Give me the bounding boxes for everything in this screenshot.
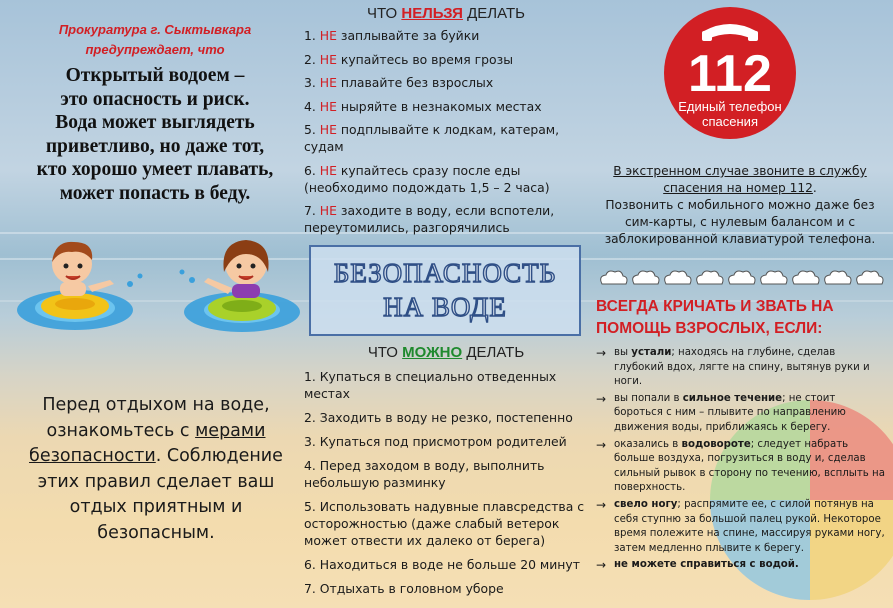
- always-line-2: ПОМОЩЬ ВЗРОСЛЫХ, ЕСЛИ:: [596, 320, 823, 337]
- title-part: ЧТО: [367, 5, 402, 22]
- prosecutor-line-1: Прокуратура г. Сыктывкара: [58, 22, 252, 37]
- lead-text: [10, 64, 300, 205]
- item-ne: НЕ: [319, 28, 337, 43]
- item-ne: НЕ: [319, 51, 337, 67]
- help-cases-list: [596, 346, 886, 575]
- case-bold: свело ногу: [614, 498, 678, 510]
- arrow-right-icon: →: [596, 391, 607, 406]
- badge-line-1: Единый телефон: [678, 99, 782, 114]
- lead-line: приветливо, но даже тот,: [45, 135, 265, 157]
- help-case: [596, 346, 886, 390]
- list-item: 2. Заходить в воду не резко, постепенно: [304, 410, 573, 425]
- case-pre: вы: [614, 347, 632, 358]
- emergency-period: .: [812, 181, 817, 195]
- item-ne: НЕ: [319, 98, 337, 114]
- case-post: ; следует набрать больше воздуха, погрузиться в воду и, сделав сильный рывок в сторону по течению, всплыть на поверхность.: [614, 438, 885, 494]
- title-emphasis: НЕЛЬЗЯ: [401, 5, 463, 22]
- list-item: [304, 74, 592, 91]
- advice-line: [16, 419, 296, 445]
- lead-line: может попасть в беду.: [59, 182, 251, 204]
- water-safety-banner: [309, 245, 581, 336]
- emergency-info: [600, 163, 880, 248]
- lead-line: Вода может выглядеть: [55, 112, 255, 133]
- allowed-section: [300, 344, 592, 604]
- advice-line: [16, 444, 296, 470]
- banner-line-2: НА ВОДЕ: [383, 292, 507, 322]
- item-text: заходите в воду, если вспотели, переутомились, разгорячились: [304, 203, 555, 235]
- arrow-right-icon: →: [596, 497, 607, 512]
- always-shout-heading: [596, 296, 886, 340]
- title-emphasis: МОЖНО: [402, 344, 463, 361]
- item-text: подплывайте к лодкам, катерам, судам: [304, 122, 560, 154]
- item-number: 5.: [304, 122, 320, 137]
- case-bold: устали: [631, 347, 672, 358]
- list-item: 5. Использовать надувные плавсредства с осторожностью (даже слабый ветерок может отвести их далеко от берега): [304, 499, 585, 548]
- title-part: ДЕЛАТЬ: [462, 344, 525, 361]
- case-pre: оказались в: [614, 438, 682, 450]
- case-text: [614, 558, 886, 573]
- emergency-line-2: [600, 180, 880, 197]
- item-number: 7.: [304, 203, 320, 218]
- not-allowed-section: [300, 5, 592, 243]
- item-number: 2.: [304, 51, 320, 67]
- item-text: купайтесь сразу после еды (необходимо подождать 1,5 – 2 часа): [304, 162, 550, 195]
- item-ne: НЕ: [319, 162, 337, 178]
- item-ne: НЕ: [319, 75, 337, 90]
- arrow-right-icon: →: [596, 558, 607, 573]
- advice-line: этих правил сделает ваш: [37, 471, 275, 492]
- title-part: ДЕЛАТЬ: [462, 5, 525, 22]
- allowed-title: [300, 344, 592, 361]
- case-bold: сильное течение: [682, 392, 783, 404]
- list-item: 4. Перед заходом в воду, выполнить небольшую разминку: [304, 458, 545, 490]
- advice-text: . Соблюдение: [155, 446, 283, 466]
- case-post: ; находясь на глубине, сделав глубокий вдох, лягте на спину, вытянув руки и ноги.: [614, 347, 870, 388]
- item-ne: НЕ: [319, 122, 337, 137]
- case-bold: не можете справиться с водой.: [614, 559, 799, 571]
- title-part: ЧТО: [367, 344, 403, 361]
- left-advice: [16, 393, 296, 546]
- case-post: ; распрямите ее, с силой потянув на себя ступню за большой палец рукой. Некоторое время полежите на спине, массируя руками ногу, затем медленно плывите к берегу.: [614, 498, 885, 554]
- always-line-1: ВСЕГДА КРИЧАТЬ И ЗВАТЬ НА: [596, 298, 834, 315]
- help-case: [596, 558, 886, 573]
- item-number: 4.: [304, 98, 320, 114]
- emergency-number-text: спасения на номер 112: [663, 181, 813, 195]
- badge-line-2: спасения: [702, 114, 758, 129]
- safety-measures-link-part2: безопасности: [29, 446, 156, 466]
- list-item: 7. Отдыхать в головном уборе: [304, 581, 504, 596]
- item-text: купайтесь во время грозы: [336, 51, 513, 67]
- list-item: 1. Купаться в специально отведенных местах: [304, 369, 557, 401]
- help-case: [596, 392, 886, 436]
- lead-line: кто хорошо умеет плавать,: [36, 159, 274, 180]
- list-item: 3. Купаться под присмотром родителей: [304, 434, 567, 449]
- item-ne: НЕ: [319, 203, 337, 218]
- list-item: [304, 27, 592, 44]
- case-bold: водовороте: [681, 438, 751, 450]
- not-allowed-title: [300, 5, 592, 22]
- list-item: [304, 98, 592, 115]
- list-item: [304, 162, 592, 196]
- item-text: ныряйте в незнакомых местах: [336, 98, 542, 114]
- list-item: [304, 121, 592, 155]
- not-allowed-list: [300, 27, 592, 236]
- lead-line: Открытый водоем –: [65, 65, 245, 86]
- list-item: [304, 202, 592, 236]
- emergency-line-1: В экстренном случае звоните в службу: [613, 164, 867, 178]
- case-post: ; не стоит бороться с ним – плывите по направлению движения воды, приближаясь к берегу.: [614, 392, 846, 433]
- swimming-kids-illustration: [10, 232, 300, 342]
- emergency-112-badge: [662, 5, 798, 141]
- case-text: [614, 438, 886, 496]
- case-text: [614, 498, 886, 556]
- item-text: заплывайте за буйки: [336, 28, 480, 43]
- help-case: [596, 498, 886, 556]
- clouds-divider-icon: [596, 268, 890, 288]
- item-number: 1.: [304, 28, 320, 43]
- advice-line: отдых приятным и: [69, 497, 243, 517]
- arrow-right-icon: →: [596, 437, 607, 452]
- safety-measures-link-part1: мерами: [195, 420, 266, 441]
- item-text: плавайте без взрослых: [336, 75, 494, 90]
- list-item: [304, 51, 592, 68]
- emergency-rest: Позвонить с мобильного можно даже без сим-карты, с нулевым балансом и с заблокированной клавиатурой телефона.: [604, 198, 876, 246]
- list-item: 6. Находиться в воде не больше 20 минут: [304, 557, 580, 572]
- case-pre: вы попали в: [614, 392, 683, 404]
- case-text: [614, 346, 886, 390]
- case-text: [614, 392, 886, 436]
- item-number: 6.: [304, 162, 320, 178]
- arrow-right-icon: →: [596, 346, 607, 360]
- help-case: [596, 438, 886, 496]
- left-intro: [10, 20, 300, 205]
- item-number: 3.: [304, 75, 320, 90]
- banner-line-1: БЕЗОПАСНОСТЬ: [333, 258, 557, 288]
- advice-line: Перед отдыхом на воде,: [42, 395, 270, 415]
- allowed-list: [300, 368, 592, 597]
- advice-line: безопасным.: [97, 522, 215, 543]
- badge-number: 112: [688, 45, 772, 103]
- advice-text: ознакомьтесь с: [46, 420, 196, 441]
- lead-line: это опасность и риск.: [60, 88, 250, 110]
- prosecutor-line-2: предупреждает, что: [85, 42, 225, 57]
